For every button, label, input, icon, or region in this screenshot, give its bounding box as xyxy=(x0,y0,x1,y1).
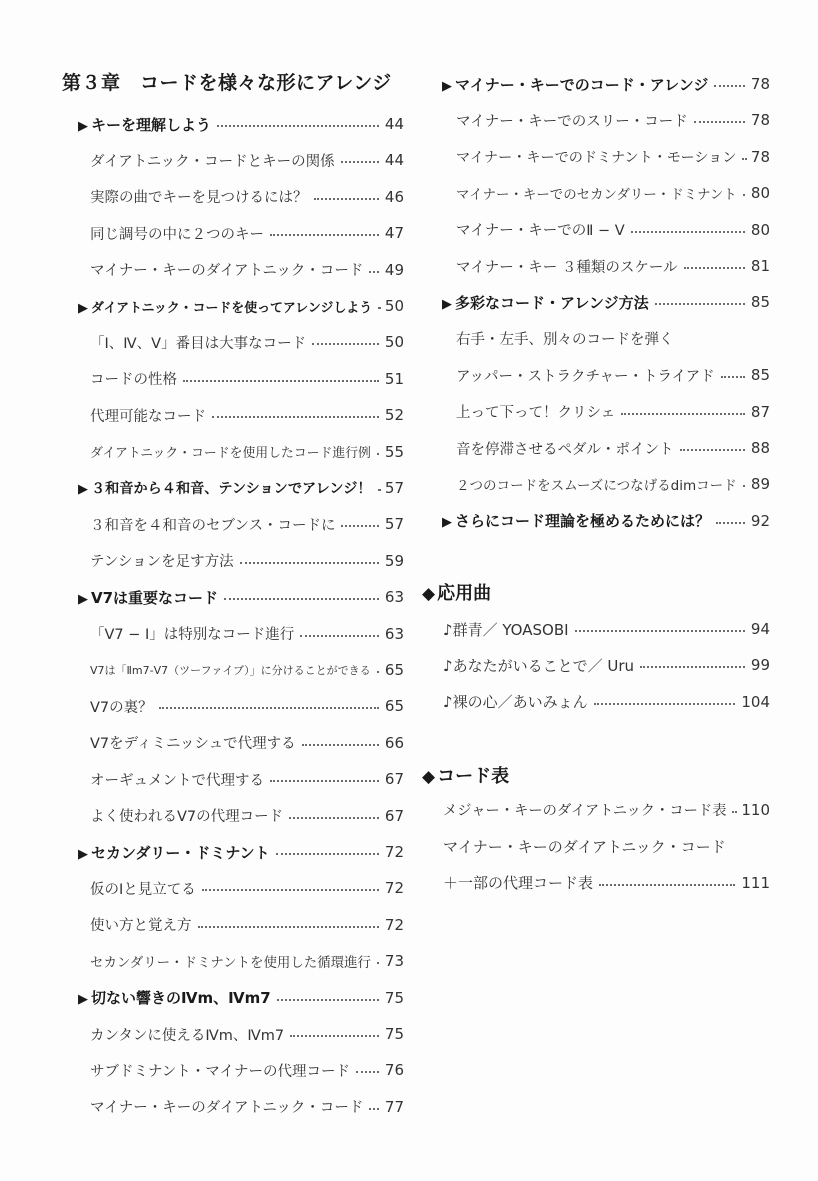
toc-item xyxy=(90,802,404,830)
toc-item xyxy=(456,470,770,498)
toc-label: Ⅴ7の裏？ xyxy=(90,699,153,716)
toc-section xyxy=(78,474,404,502)
toc-item xyxy=(456,325,770,353)
page-number: 99 xyxy=(750,656,770,675)
leader-dots xyxy=(302,744,379,746)
leader-dots xyxy=(240,562,379,564)
toc-label: ダイアトニック・コードを使用したコード進行例 xyxy=(90,446,371,462)
toc-item xyxy=(90,401,404,429)
leader-dots xyxy=(341,161,379,163)
leader-dots xyxy=(721,376,745,378)
toc-label: 上って下って！クリシェ xyxy=(456,405,616,422)
triangle-icon: ▶ xyxy=(442,78,452,94)
leader-dots xyxy=(377,453,379,455)
leader-dots xyxy=(377,962,379,964)
leader-dots xyxy=(369,1108,379,1110)
toc-label: マイナー・キー ３種類のスケール xyxy=(456,259,678,276)
page-number: 77 xyxy=(384,1097,404,1116)
toc-label: 実際の曲でキーを見つけるには？ xyxy=(90,190,308,207)
leader-dots xyxy=(369,271,379,273)
toc-item xyxy=(456,361,770,389)
toc-item xyxy=(90,510,404,538)
page-number: 63 xyxy=(384,624,404,643)
toc-item xyxy=(90,219,404,247)
page-number: 89 xyxy=(750,475,770,494)
page-number: 87 xyxy=(750,402,770,421)
toc-item xyxy=(90,146,404,174)
toc-label: Ⅴ7をディミニッシュで代理する xyxy=(90,736,296,753)
leader-dots xyxy=(270,780,379,782)
page-number: 65 xyxy=(384,697,404,716)
page-number: 72 xyxy=(384,879,404,898)
leader-dots xyxy=(300,635,379,637)
page-number: 76 xyxy=(384,1061,404,1080)
toc-item xyxy=(90,729,404,757)
toc-item xyxy=(456,434,770,462)
toc-label: セカンダリー・ドミナントを使用した循環進行 xyxy=(90,955,371,971)
triangle-icon: ▶ xyxy=(78,846,88,862)
toc-item xyxy=(90,183,404,211)
toc-label: マイナー・キーのダイアトニック・コード xyxy=(90,1100,364,1117)
toc-item xyxy=(90,365,404,393)
chord-heading xyxy=(422,762,509,788)
toc-label: 代理可能なコード xyxy=(90,408,206,425)
page-number: 52 xyxy=(384,406,404,425)
toc-label: ＋一部の代理コード表 xyxy=(443,874,594,893)
page-number: 110 xyxy=(741,801,770,819)
triangle-icon: ▶ xyxy=(442,515,452,531)
leader-dots xyxy=(224,598,379,600)
page-number: 94 xyxy=(750,620,770,638)
toc-label: マイナー・キーのダイアトニック・コード xyxy=(443,837,726,856)
toc-song xyxy=(443,615,770,643)
page-number: 78 xyxy=(750,147,770,166)
toc-section xyxy=(78,292,404,320)
leader-dots xyxy=(694,121,745,123)
page-number: 81 xyxy=(750,257,770,275)
toc-item xyxy=(90,438,404,466)
toc-item xyxy=(90,692,404,720)
toc-section xyxy=(78,984,404,1012)
page-number: 59 xyxy=(384,551,404,570)
toc-label: カンタンに使えるⅣm、Ⅳm7 xyxy=(90,1027,285,1044)
leader-dots xyxy=(289,817,379,819)
toc-label: ダイアトニック・コードを使ってアレンジしよう xyxy=(91,300,373,316)
leader-dots xyxy=(680,449,745,451)
toc-label: サブドミナント・マイナーの代理コード xyxy=(90,1063,350,1080)
leader-dots xyxy=(732,811,735,813)
toc-section xyxy=(78,110,404,138)
leader-dots xyxy=(270,234,379,236)
page-number: 78 xyxy=(750,111,770,130)
leader-dots xyxy=(277,999,379,1001)
page-number: 85 xyxy=(750,366,770,385)
toc-item xyxy=(456,179,770,207)
page-number: 47 xyxy=(384,224,404,243)
toc-song xyxy=(443,796,770,824)
page-number: 50 xyxy=(384,297,404,315)
leader-dots xyxy=(714,85,745,87)
leader-dots xyxy=(378,489,379,491)
page-number: 63 xyxy=(384,588,404,607)
page-number: 66 xyxy=(384,733,404,752)
toc-label: テンションを足す方法 xyxy=(90,554,234,571)
diamond-icon: ◆ xyxy=(422,767,436,787)
page-number: 80 xyxy=(750,220,770,239)
triangle-icon: ▶ xyxy=(78,591,88,607)
toc-item xyxy=(90,765,404,793)
toc-item xyxy=(456,398,770,426)
toc-item xyxy=(456,216,770,244)
toc-item xyxy=(90,328,404,356)
toc-section xyxy=(78,838,404,866)
page-number: 49 xyxy=(384,260,404,279)
toc-label: 多彩なコード・アレンジ方法 xyxy=(455,293,649,312)
toc-label: さらにコード理論を極めるためには？ xyxy=(455,512,711,531)
toc-label: オーギュメントで代理する xyxy=(90,772,264,789)
toc-item xyxy=(90,256,404,284)
toc-label: よく使われるⅤ7の代理コード xyxy=(90,809,284,826)
leader-dots xyxy=(290,1035,379,1037)
toc-label: 「Ⅰ、Ⅳ、Ⅴ」番目は大事なコード xyxy=(90,335,307,352)
toc-label: 音を停滞させるペダル・ポイント xyxy=(456,441,674,458)
triangle-icon: ▶ xyxy=(442,296,452,312)
toc-section xyxy=(442,507,770,535)
toc-item xyxy=(90,874,404,902)
leader-dots xyxy=(655,303,745,305)
toc-label: メジャー・キーのダイアトニック・コード表 xyxy=(443,803,727,819)
toc-item xyxy=(90,1093,404,1121)
toc-section xyxy=(442,70,770,98)
toc-label: ♪あなたがいることで／ Uru xyxy=(443,656,634,675)
triangle-icon: ▶ xyxy=(78,992,88,1008)
page-number: 72 xyxy=(384,843,404,861)
toc-label: マイナー・キーでのコード・アレンジ xyxy=(455,75,709,94)
page-number: 88 xyxy=(750,439,770,457)
page-number: 73 xyxy=(384,952,404,971)
leader-dots xyxy=(599,884,735,886)
toc-song xyxy=(443,832,770,860)
toc-label: マイナー・キーのダイアトニック・コード xyxy=(90,263,364,280)
toc-label: ♪裸の心／あいみょん xyxy=(443,693,588,712)
toc-label: ３和音から４和音、テンションでアレンジ！ xyxy=(91,481,372,497)
leader-dots xyxy=(314,198,379,200)
page-number: 67 xyxy=(384,806,404,825)
page-number: 67 xyxy=(384,770,404,789)
toc-label: 同じ調号の中に２つのキー xyxy=(90,226,264,243)
triangle-icon: ▶ xyxy=(78,300,88,316)
page-number: 51 xyxy=(384,369,404,388)
page-number: 55 xyxy=(384,442,404,461)
toc-song xyxy=(443,651,770,679)
leader-dots xyxy=(594,703,736,705)
triangle-icon: ▶ xyxy=(78,482,88,497)
toc-item xyxy=(90,620,404,648)
toc-item xyxy=(456,252,770,280)
leader-dots xyxy=(198,926,379,928)
leader-dots xyxy=(743,485,745,487)
leader-dots xyxy=(217,125,379,127)
toc-item xyxy=(90,911,404,939)
songs-heading-text: 応用曲 xyxy=(437,583,492,604)
toc-label: コードの性格 xyxy=(90,372,177,389)
toc-section xyxy=(442,288,770,316)
page-number: 57 xyxy=(384,515,404,534)
page-number: 111 xyxy=(741,873,770,892)
toc-label: マイナー・キーでのセカンダリー・ドミナント xyxy=(456,187,737,203)
toc-item xyxy=(90,1020,404,1048)
toc-section xyxy=(78,583,404,611)
page-number: 72 xyxy=(384,915,404,934)
toc-label: 右手・左手、別々のコードを弾く xyxy=(456,332,674,349)
page-number: 92 xyxy=(750,511,770,530)
toc-item xyxy=(90,1056,404,1084)
page-number: 57 xyxy=(384,479,404,497)
toc-song xyxy=(443,869,770,897)
leader-dots xyxy=(356,1071,379,1073)
leader-dots xyxy=(621,413,745,415)
toc-label: マイナー・キーでのスリー・コード xyxy=(456,113,688,130)
toc-label: マイナー・キーでのⅡ − Ⅴ xyxy=(456,223,625,240)
toc-label: マイナー・キーでのドミナント・モーション xyxy=(456,149,737,166)
page-number: 65 xyxy=(384,661,404,679)
toc-item xyxy=(90,947,404,975)
page-number: 75 xyxy=(384,1025,404,1043)
toc-label: 使い方と覚え方 xyxy=(90,918,192,935)
page-number: 46 xyxy=(384,187,404,206)
page-number: 85 xyxy=(750,293,770,312)
toc-label: Ⅴ7は「Ⅱm7-Ⅴ7（ツーファイブ）」に分けることができる xyxy=(90,664,371,677)
toc-label: ♪群青／ YOASOBI xyxy=(443,620,569,639)
leader-dots xyxy=(716,522,745,524)
leader-dots xyxy=(276,853,379,855)
leader-dots xyxy=(183,380,379,382)
leader-dots xyxy=(743,194,745,196)
page-number: 50 xyxy=(384,333,404,352)
toc-item xyxy=(456,106,770,134)
leader-dots xyxy=(631,231,745,233)
chord-heading-text: コード表 xyxy=(437,766,510,787)
toc-song xyxy=(443,688,770,716)
leader-dots xyxy=(640,666,745,668)
chapter-title: 第３章 コードを様々な形にアレンジ xyxy=(62,72,392,94)
diamond-icon: ◆ xyxy=(422,584,436,604)
page-number: 75 xyxy=(384,988,404,1007)
leader-dots xyxy=(312,343,379,345)
toc-item xyxy=(90,656,404,684)
toc-label: 「Ⅴ7 − Ⅰ」は特別なコード進行 xyxy=(90,627,295,644)
toc-item xyxy=(90,547,404,575)
toc-label: アッパー・ストラクチャー・トライアド xyxy=(456,368,715,385)
triangle-icon: ▶ xyxy=(78,118,88,134)
toc-label: キーを理解しよう xyxy=(91,115,212,134)
songs-heading xyxy=(422,579,491,605)
page-number: 44 xyxy=(384,151,404,170)
toc-item xyxy=(456,143,770,171)
leader-dots xyxy=(159,707,379,709)
leader-dots xyxy=(212,416,379,418)
page-number: 44 xyxy=(384,115,404,133)
leader-dots xyxy=(378,307,379,309)
page-number: 80 xyxy=(750,184,770,203)
page-number: 78 xyxy=(750,75,770,93)
toc-label: ３和音を４和音のセブンス・コードに xyxy=(90,517,336,534)
toc-label: セカンダリー・ドミナント xyxy=(91,843,270,862)
toc-label: Ⅴ7は重要なコード xyxy=(91,588,219,607)
leader-dots xyxy=(377,671,379,673)
toc-label: 切ない響きのⅣm、Ⅳm7 xyxy=(91,989,271,1008)
page-number: 104 xyxy=(741,692,770,711)
toc-label: ２つのコードをスムーズにつなげるdimコード xyxy=(456,478,737,495)
toc-label: ダイアトニック・コードとキーの関係 xyxy=(90,153,335,170)
leader-dots xyxy=(684,267,745,269)
leader-dots xyxy=(575,630,745,632)
leader-dots xyxy=(202,889,379,891)
leader-dots xyxy=(742,158,745,160)
leader-dots xyxy=(341,525,378,527)
toc-label: 仮のⅠと見立てる xyxy=(90,881,196,898)
